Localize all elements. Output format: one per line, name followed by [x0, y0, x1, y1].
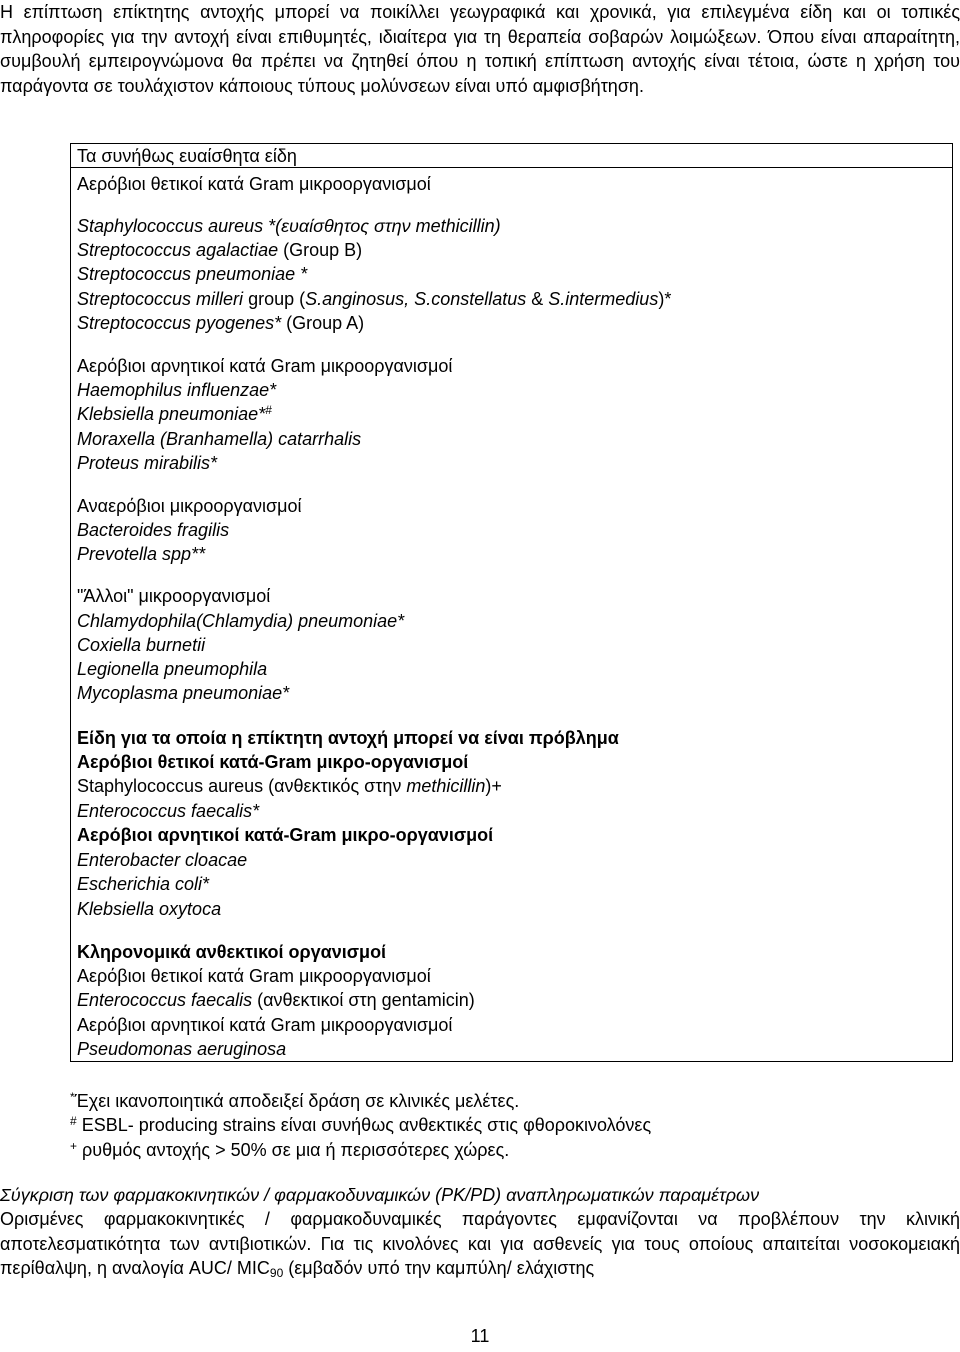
acquired-enterobacter: Enterobacter cloacae — [77, 850, 248, 870]
species-klebsiella-pneumoniae: Klebsiella pneumoniae*# — [77, 403, 272, 424]
species-proteus: Proteus mirabilis* — [77, 453, 218, 473]
anaerobic-heading: Αναερόβιοι μικροοργανισμοί — [77, 496, 302, 516]
acquired-gram-negative-heading: Αερόβιοι αρνητικοί κατά-Gram μικρο-οργανισμοί — [77, 825, 494, 845]
acquired-ecoli: Escherichia coli* — [77, 874, 210, 894]
gram-negative-heading: Αερόβιοι αρνητικοί κατά Gram μικροοργανισμοί — [77, 356, 453, 376]
inherent-pseudomonas: Pseudomonas aeruginosa — [77, 1039, 287, 1059]
species-bacteroides: Bacteroides fragilis — [77, 520, 230, 540]
species-strep-pneumoniae: Streptococcus pneumoniae * — [77, 264, 308, 284]
species-staph-aureus: Staphylococcus aureus *(ευαίσθητος στην methicillin) — [77, 216, 501, 236]
species-legionella: Legionella pneumophila — [77, 659, 268, 679]
other-heading: "Άλλοι" μικροοργανισμοί — [77, 586, 271, 606]
species-haemophilus: Haemophilus influenzae* — [77, 380, 277, 400]
species-strep-milleri: Streptococcus milleri group (S.anginosus, S.constellatus & S.intermedius)* — [77, 289, 672, 309]
table-header: Τα συνήθως ευαίσθητα είδη — [77, 146, 297, 166]
page-number: 11 — [470, 1326, 490, 1346]
section-heading: Σύγκριση των φαρμακοκινητικών / φαρμακοδυναμικών (PK/PD) αναπληρωματικών παραμέτρων — [0, 1185, 760, 1205]
species-moraxella: Moraxella (Branhamella) catarrhalis — [77, 429, 362, 449]
inherent-enterococcus: Enterococcus faecalis (ανθεκτικοί στη gentamicin) — [77, 990, 475, 1010]
gram-positive-heading: Αερόβιοι θετικοί κατά Gram μικροοργανισμοί — [77, 174, 431, 194]
species-chlamydophila: Chlamydophila(Chlamydia) pneumoniae* — [77, 611, 405, 631]
footnote-hash: # ESBL- producing strains είναι συνήθως ανθεκτικές στις φθοροκινολόνες — [70, 1114, 652, 1135]
footnote-asterisk: *Έχει ικανοποιητικά αποδειξεί δράση σε κλινικές μελέτες. — [70, 1090, 520, 1111]
acquired-gram-positive-heading: Αερόβιοι θετικοί κατά-Gram μικρο-οργανισμοί — [77, 752, 469, 772]
section-body: Ορισμένες φαρμακοκινητικές / φαρμακοδυναμικές παράγοντες εμφανίζονται να προβλέπουν την κλινική αποτελεσματικότητα των αντιβιοτικών. Για τις κινολόνες και για ασθενείς για τους οποίους απαιτείται νοσοκομειακή περίθαλψη, η αναλογία AUC/ $MIC_{90}$ (εμβαδόν υπό την καμπύλη/ ελάχιστης — [0, 1209, 960, 1280]
acquired-enterococcus: Enterococcus faecalis* — [77, 801, 260, 821]
acquired-staph-aureus: Staphylococcus aureus (ανθεκτικός στην methicillin)+ — [77, 776, 502, 796]
inherent-resistance-heading: Κληρονομικά ανθεκτικοί οργανισμοί — [77, 942, 387, 962]
inherent-gram-positive-heading: Αερόβιοι θετικοί κατά Gram μικροοργανισμοί — [77, 966, 431, 986]
species-mycoplasma: Mycoplasma pneumoniae* — [77, 683, 290, 703]
intro-paragraph: Η επίπτωση επίκτητης αντοχής μπορεί να ποικίλλει γεωγραφικά και χρονικά, για επιλεγμένα είδη και οι τοπικές πληροφορίες για την αντοχή είναι επιθυμητές, ιδιαίτερα για τη θεραπεία σοβαρών λοιμώξεων. Όπου είναι απαραίτητη, συμβουλή εμπειρογνώμονα θα πρέπει να ζητηθεί όπου η τοπική επίπτωση αντοχής είναι τέτοια, ώστε η χρήση του παράγοντα σε τουλάχιστον κάποιους τύπους μολύνσεων είναι υπό αμφισβήτηση. — [0, 2, 960, 96]
species-strep-agalactiae: Streptococcus agalactiae (Group B) — [77, 240, 363, 260]
acquired-resistance-heading: Είδη για τα οποία η επίκτητη αντοχή μπορεί να είναι πρόβλημα — [77, 728, 619, 748]
greater-than-sign: > — [215, 1140, 226, 1160]
species-strep-pyogenes: Streptococcus pyogenes* (Group A) — [77, 313, 365, 333]
species-prevotella: Prevotella spp** — [77, 544, 206, 564]
acquired-klebsiella-oxytoca: Klebsiella oxytoca — [77, 899, 222, 919]
inherent-gram-negative-heading: Αερόβιοι αρνητικοί κατά Gram μικροοργανισμοί — [77, 1015, 453, 1035]
species-coxiella: Coxiella burnetii — [77, 635, 206, 655]
footnote-plus: + ρυθμός αντοχής > 50% σε μια ή περισσότερες χώρες. — [70, 1139, 510, 1160]
